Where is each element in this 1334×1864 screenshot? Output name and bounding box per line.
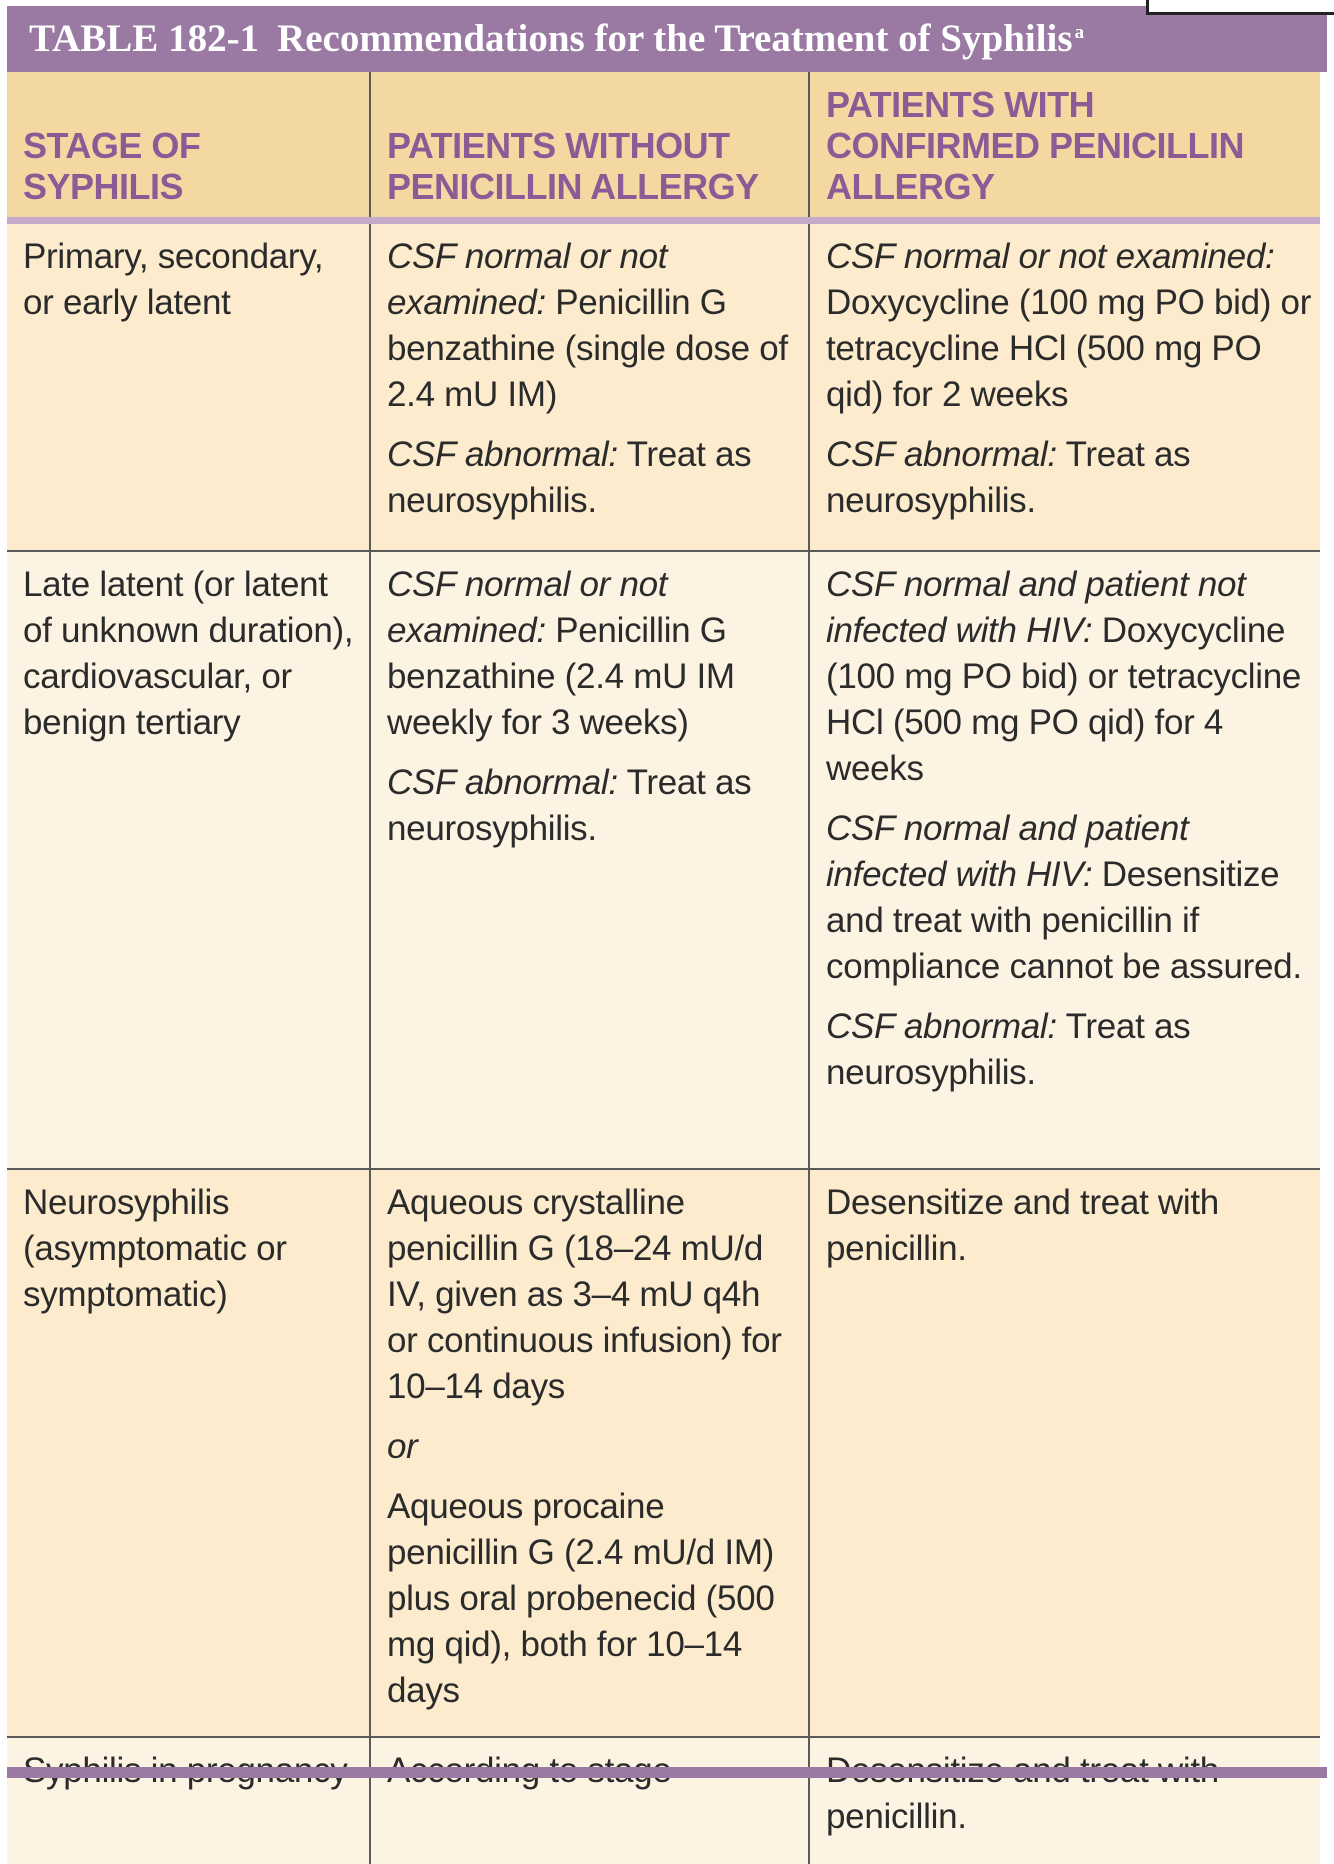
stage-cell xyxy=(7,1737,370,1864)
corner-frame xyxy=(1146,0,1334,15)
without-allergy-cell xyxy=(370,1169,809,1737)
without-allergy-cell xyxy=(370,1737,809,1864)
syphilis-treatment-table xyxy=(7,72,1320,1864)
with-allergy-cell xyxy=(809,1169,1320,1737)
with-allergy-cell xyxy=(809,1737,1320,1864)
treatment-paragraph: CSF normal and patient infected with HIV: Desensitize and treat with penicillin if compliance cannot be assured. xyxy=(826,809,1302,986)
table-row xyxy=(7,221,1320,552)
treatment-paragraph: CSF normal or not examined: Doxycycline (100 mg PO bid) or tetracycline HCl (500 mg PO qid) for 2 weeks xyxy=(826,237,1312,414)
treatment-paragraph: CSF abnormal: Treat as neurosyphilis. xyxy=(826,1007,1191,1092)
header-with-allergy: PATIENTS WITH CONFIRMED PENICILLIN ALLERGY xyxy=(809,72,1320,221)
table-title-bar xyxy=(7,6,1327,72)
stage-cell: Neurosyphilis (asymptomatic or symptomatic) xyxy=(7,1169,370,1737)
treatment-paragraph: CSF abnormal: Treat as neurosyphilis. xyxy=(387,763,752,848)
treatment-paragraph: CSF normal or not examined: Penicillin G benzathine (2.4 mU IM weekly for 3 weeks) xyxy=(387,565,735,742)
treatment-paragraph: Aqueous crystalline penicillin G (18–24 mU/d IV, given as 3–4 mU q4h or continuous infusion) for 10–14 days xyxy=(387,1183,782,1406)
treatment-paragraph: Aqueous procaine penicillin G (2.4 mU/d IM) plus oral probenecid (500 mg qid), both for 10–14 days xyxy=(387,1487,775,1710)
with-allergy-cell xyxy=(809,221,1320,552)
table-row xyxy=(7,1169,1320,1737)
treatment-paragraph: Desensitize and treat with penicillin. xyxy=(826,1183,1219,1268)
table-title: Recommendations for the Treatment of Syphilis xyxy=(277,17,1073,60)
treatment-paragraph: CSF normal and patient not infected with HIV: Doxycycline (100 mg PO bid) or tetracycline HCl (500 mg PO qid) for 4 weeks xyxy=(826,565,1302,788)
table-row xyxy=(7,1737,1320,1864)
treatment-connector: or xyxy=(387,1427,418,1466)
with-allergy-cell xyxy=(809,551,1320,1169)
table-number: TABLE 182-1 xyxy=(29,17,260,60)
stage-cell: Primary, secondary, or early latent xyxy=(7,221,370,552)
header-without-allergy: PATIENTS WITHOUT PENICILLIN ALLERGY xyxy=(370,72,809,221)
stage-cell: Late latent (or latent of unknown duration), cardiovascular, or benign tertiary xyxy=(7,551,370,1169)
treatment-paragraph: CSF abnormal: Treat as neurosyphilis. xyxy=(387,435,752,520)
treatment-paragraph: CSF abnormal: Treat as neurosyphilis. xyxy=(826,435,1191,520)
treatment-paragraph: penicillin. xyxy=(826,1797,967,1836)
treatment-paragraph: CSF normal or not examined: Penicillin G benzathine (single dose of 2.4 mU IM) xyxy=(387,237,788,414)
table-bottom-rule xyxy=(7,1767,1327,1778)
header-stage: STAGE OF SYPHILIS xyxy=(7,72,370,221)
title-footnote-marker: a xyxy=(1074,22,1085,43)
without-allergy-cell xyxy=(370,221,809,552)
header-row xyxy=(7,72,1320,221)
without-allergy-cell xyxy=(370,551,809,1169)
table-row xyxy=(7,551,1320,1169)
